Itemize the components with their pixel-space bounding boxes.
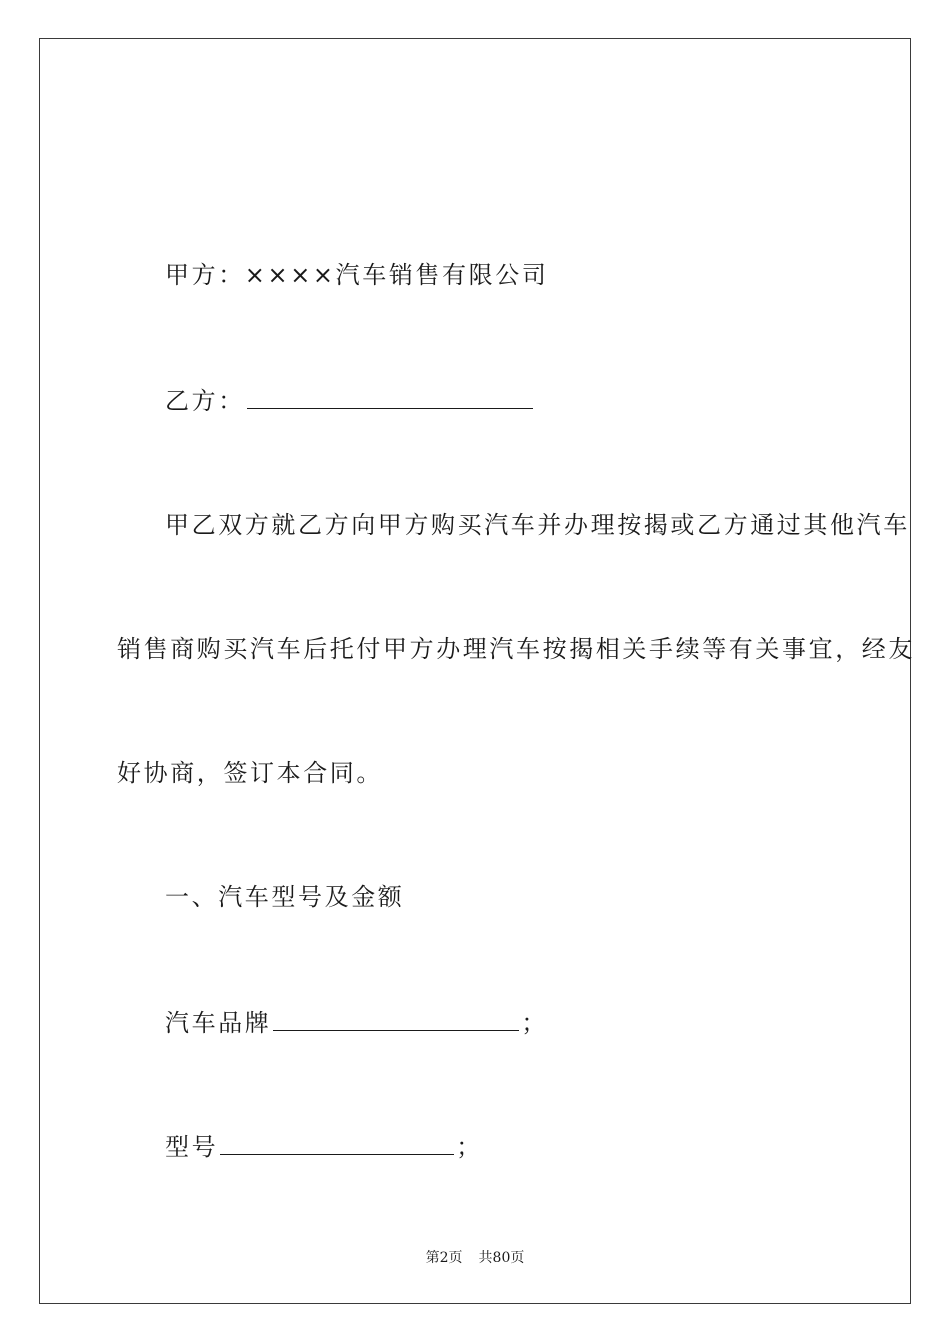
page-footer [0, 1249, 950, 1267]
total-pages: 共80页 [478, 1250, 525, 1266]
page-border [39, 38, 911, 1304]
brand-label: 汽车品牌 [165, 1009, 272, 1037]
brand-blank [273, 1008, 519, 1031]
page-number: 第2页 [425, 1250, 463, 1266]
party-a-line: 甲方：××××汽车销售有限公司 [165, 261, 549, 289]
model-line [165, 1132, 483, 1162]
intro-line-2: 销售商购买汽车后托付甲方办理汽车按揭相关手续等有关事宜，经友 [117, 635, 915, 663]
model-label: 型号 [165, 1133, 219, 1161]
model-blank [220, 1132, 454, 1155]
brand-end: ； [521, 1009, 549, 1037]
intro-line-1: 甲乙双方就乙方向甲方购买汽车并办理按揭或乙方通过其他汽车 [165, 511, 910, 539]
intro-line-3: 好协商，签订本合同。 [117, 759, 383, 787]
model-end: ； [456, 1133, 483, 1161]
party-b-line [165, 386, 535, 416]
party-b-label: 乙方： [165, 387, 245, 415]
party-b-blank [247, 386, 533, 409]
brand-line [165, 1008, 548, 1038]
section-title: 一、汽车型号及金额 [165, 883, 405, 911]
